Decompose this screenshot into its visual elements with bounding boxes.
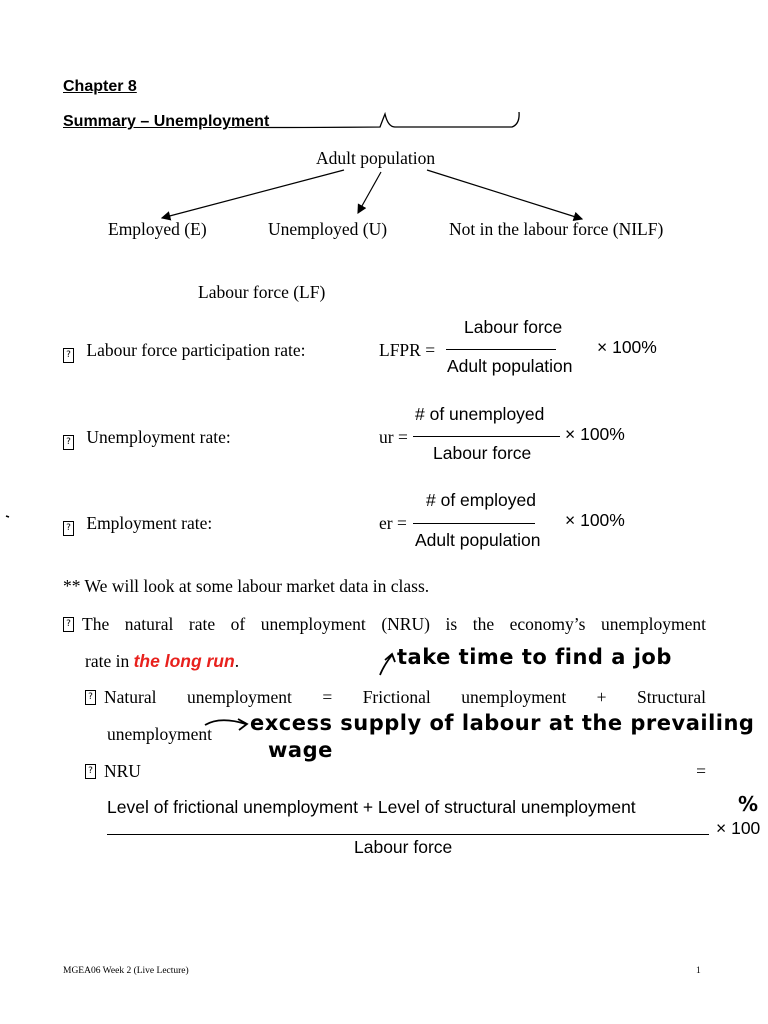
nru-line2-period: .: [234, 651, 240, 671]
ur-fraction-bar: [413, 436, 560, 437]
handwritten-brace: [235, 112, 519, 128]
nru-line1-text: The natural rate of unemployment (NRU) is the economy’s unemployment: [82, 614, 706, 634]
bullet-icon: ?: [85, 690, 96, 705]
er-row: [63, 513, 212, 536]
ur-numerator: # of unemployed: [415, 404, 545, 424]
stray-mark: [6, 516, 9, 517]
er-denominator: Adult population: [415, 530, 541, 550]
er-label: Employment rate:: [86, 513, 213, 533]
lfpr-lhs: LFPR =: [379, 340, 436, 360]
nru-formula-numerator: Level of frictional unemployment + Level of structural unemployment: [107, 797, 636, 817]
handwritten-arrow-frictional: [380, 654, 395, 675]
eq-term: Natural: [104, 687, 157, 707]
nru-definition-line1: [63, 614, 706, 635]
ur-multiplier: × 100%: [565, 424, 625, 444]
tree-root-label: Adult population: [316, 148, 436, 168]
tree-nilf-label: Not in the labour force (NILF): [449, 219, 664, 239]
footer-page-number: 1: [696, 966, 701, 976]
arrow-to-employed: [162, 170, 344, 218]
footer-course: MGEA06 Week 2 (Live Lecture): [63, 966, 189, 976]
long-run-emphasis: the long run: [133, 651, 235, 671]
bullet-icon: ?: [63, 348, 74, 363]
er-fraction-bar: [413, 523, 535, 524]
eq-term: Frictional: [362, 687, 431, 707]
nru-formula-denominator: Labour force: [354, 837, 453, 857]
eq-term: +: [596, 687, 607, 707]
lfpr-numerator: Labour force: [464, 317, 563, 337]
er-multiplier: × 100%: [565, 510, 625, 530]
class-note: ** We will look at some labour market data in class.: [63, 576, 430, 596]
lfpr-denominator: Adult population: [447, 356, 573, 376]
bullet-icon: ?: [63, 521, 74, 536]
eq-term: Structural: [636, 687, 706, 707]
tree-employed-label: Employed (E): [108, 219, 207, 239]
nru-definition-line2: [85, 651, 239, 672]
nru-formula-multiplier: × 100: [716, 818, 761, 838]
handwritten-percent: %: [738, 792, 759, 816]
handwritten-structural-note-2: wage: [268, 738, 333, 762]
nru-fraction-bar: [107, 834, 709, 835]
handwritten-frictional-note: take time to find a job: [397, 645, 672, 669]
summary-heading: Summary – Unemployment: [63, 113, 270, 130]
natural-eq-continuation: unemployment: [107, 724, 212, 744]
arrow-to-nilf: [427, 170, 582, 219]
chapter-heading: Chapter 8: [63, 78, 137, 95]
handwritten-structural-note-1: excess supply of labour at the prevailing: [250, 711, 755, 735]
eq-term: unemployment: [186, 687, 292, 707]
tree-lf-label: Labour force (LF): [198, 282, 326, 302]
ur-denominator: Labour force: [433, 443, 532, 463]
tree-unemployed-label: Unemployed (U): [268, 219, 388, 239]
natural-eq-terms: [104, 687, 706, 708]
bullet-icon: ?: [85, 764, 96, 779]
nru-formula-row: [85, 761, 706, 782]
lfpr-fraction-bar: [446, 349, 556, 350]
bullet-icon: ?: [63, 617, 74, 632]
ur-label: Unemployment rate:: [86, 427, 231, 447]
er-numerator: # of employed: [426, 490, 536, 510]
lfpr-label: Labour force participation rate:: [86, 340, 306, 360]
arrow-to-unemployed: [358, 172, 381, 213]
lfpr-row: [63, 340, 306, 363]
ur-lhs: ur =: [379, 427, 408, 447]
nru-equals: =: [696, 761, 706, 781]
bullet-icon: ?: [63, 435, 74, 450]
eq-term: unemployment: [461, 687, 567, 707]
natural-unemployment-eq: [85, 687, 706, 708]
nru-line2-pre: rate in: [85, 651, 130, 671]
nru-label: NRU: [104, 761, 141, 781]
eq-term: =: [322, 687, 333, 707]
er-lhs: er =: [379, 513, 407, 533]
ur-row: [63, 427, 231, 450]
lfpr-multiplier: × 100%: [597, 337, 657, 357]
